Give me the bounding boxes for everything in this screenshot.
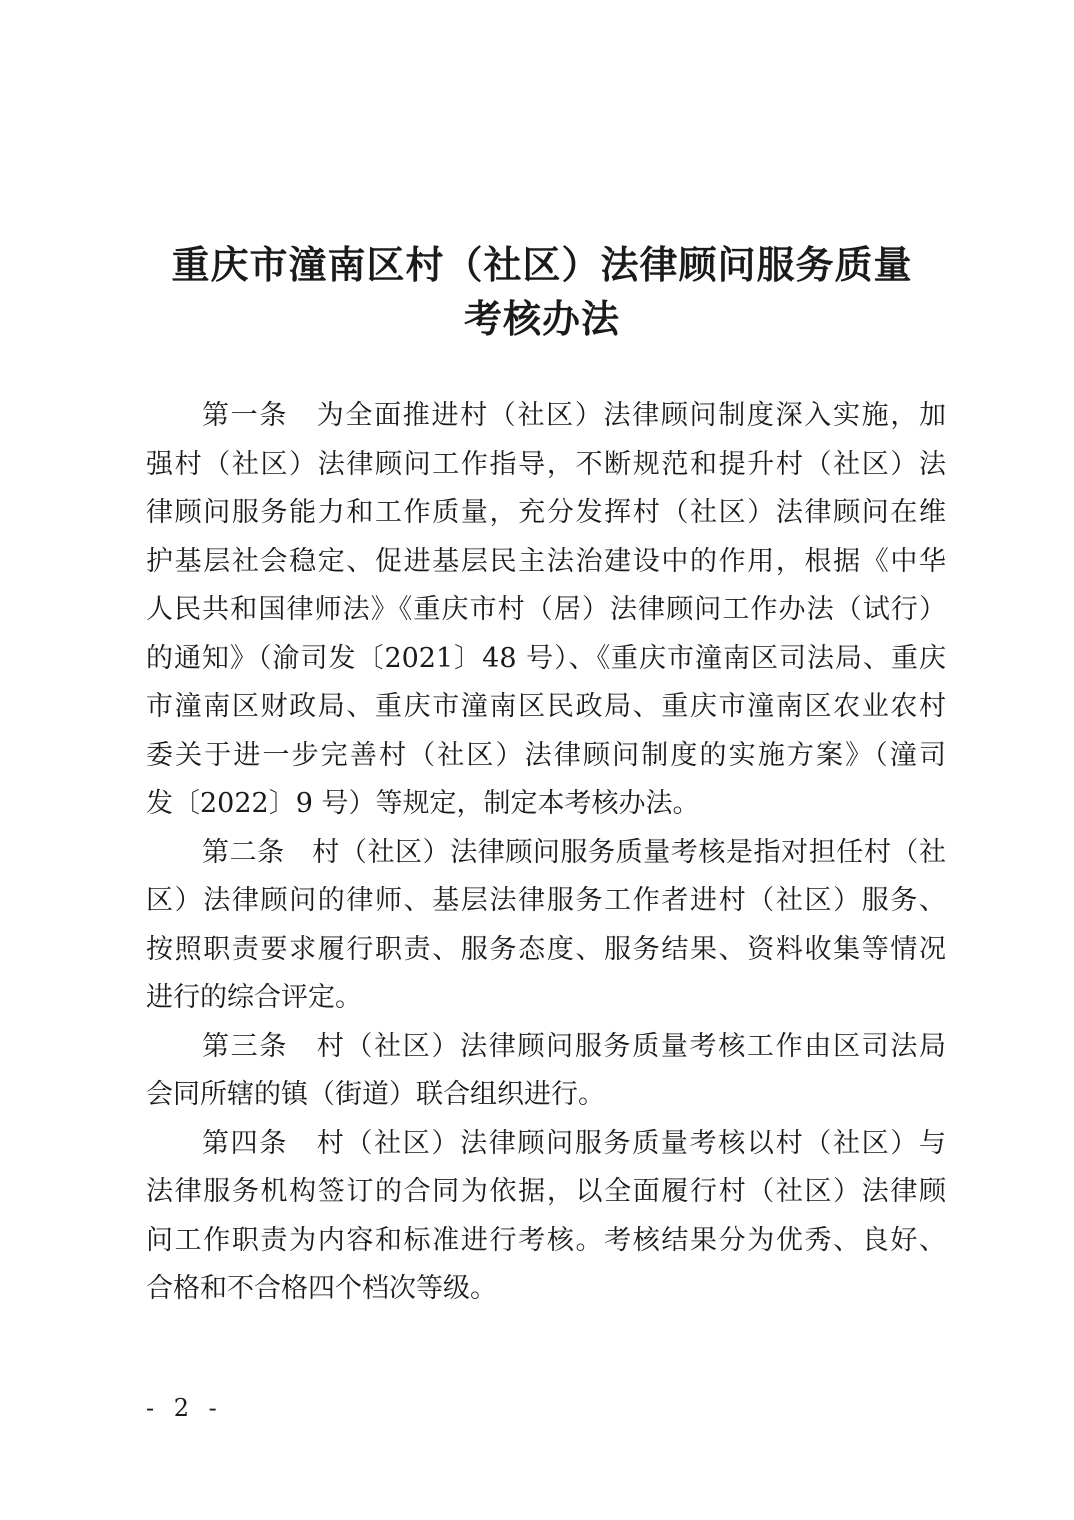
title-line-2: 考核办法 — [463, 297, 620, 341]
article-3-line-1: 第三条 村（社区）法律顾问服务质量考核工作由区司法局 — [202, 1030, 946, 1062]
page-number: - 2 - — [146, 1394, 223, 1422]
article-3-line-2: 会同所辖的镇（街道）联合组织进行。 — [146, 1079, 605, 1110]
article-1-line-8: 委关于进一步完善村（社区）法律顾问制度的实施方案》（潼司 — [146, 739, 946, 771]
article-4-line-1: 第四条 村（社区）法律顾问服务质量考核以村（社区）与 — [202, 1127, 946, 1159]
document-body — [146, 392, 946, 1314]
article-1-line-1: 第一条 为全面推进村（社区）法律顾问制度深入实施，加 — [202, 400, 946, 431]
article-2-line-4: 进行的综合评定。 — [146, 982, 362, 1013]
article-2-line-1: 第二条 村（社区）法律顾问服务质量考核是指对担任村（社 — [202, 836, 946, 868]
article-1-line-7: 市潼南区财政局、重庆市潼南区民政局、重庆市潼南区农业农村 — [146, 691, 946, 722]
title-line-1: 重庆市潼南区村（社区）法律顾问服务质量 — [171, 243, 913, 287]
article-1-line-6: 的通知》（渝司发〔2021〕48 号）、《重庆市潼南区司法局、重庆 — [146, 642, 946, 674]
article-4-line-4: 合格和不合格四个档次等级。 — [146, 1273, 497, 1304]
article-1-line-9: 发〔2022〕9 号）等规定，制定本考核办法。 — [146, 788, 700, 819]
article-1-line-2: 强村（社区）法律顾问工作指导，不断规范和提升村（社区）法 — [146, 448, 946, 480]
article-4-line-3: 问工作职责为内容和标准进行考核。考核结果分为优秀、良好、 — [146, 1224, 946, 1256]
article-1-line-5: 人民共和国律师法》《重庆市村（居）法律顾问工作办法（试行） — [146, 594, 946, 625]
document-title — [140, 238, 944, 346]
article-1-line-3: 律顾问服务能力和工作质量，充分发挥村（社区）法律顾问在维 — [146, 497, 946, 528]
article-2-line-2: 区）法律顾问的律师、基层法律服务工作者进村（社区）服务、 — [146, 885, 946, 916]
article-2-line-3: 按照职责要求履行职责、服务态度、服务结果、资料收集等情况 — [146, 933, 946, 965]
article-4-line-2: 法律服务机构签订的合同为依据，以全面履行村（社区）法律顾 — [146, 1176, 946, 1207]
article-1-line-4: 护基层社会稳定、促进基层民主法治建设中的作用，根据《中华 — [146, 545, 946, 577]
